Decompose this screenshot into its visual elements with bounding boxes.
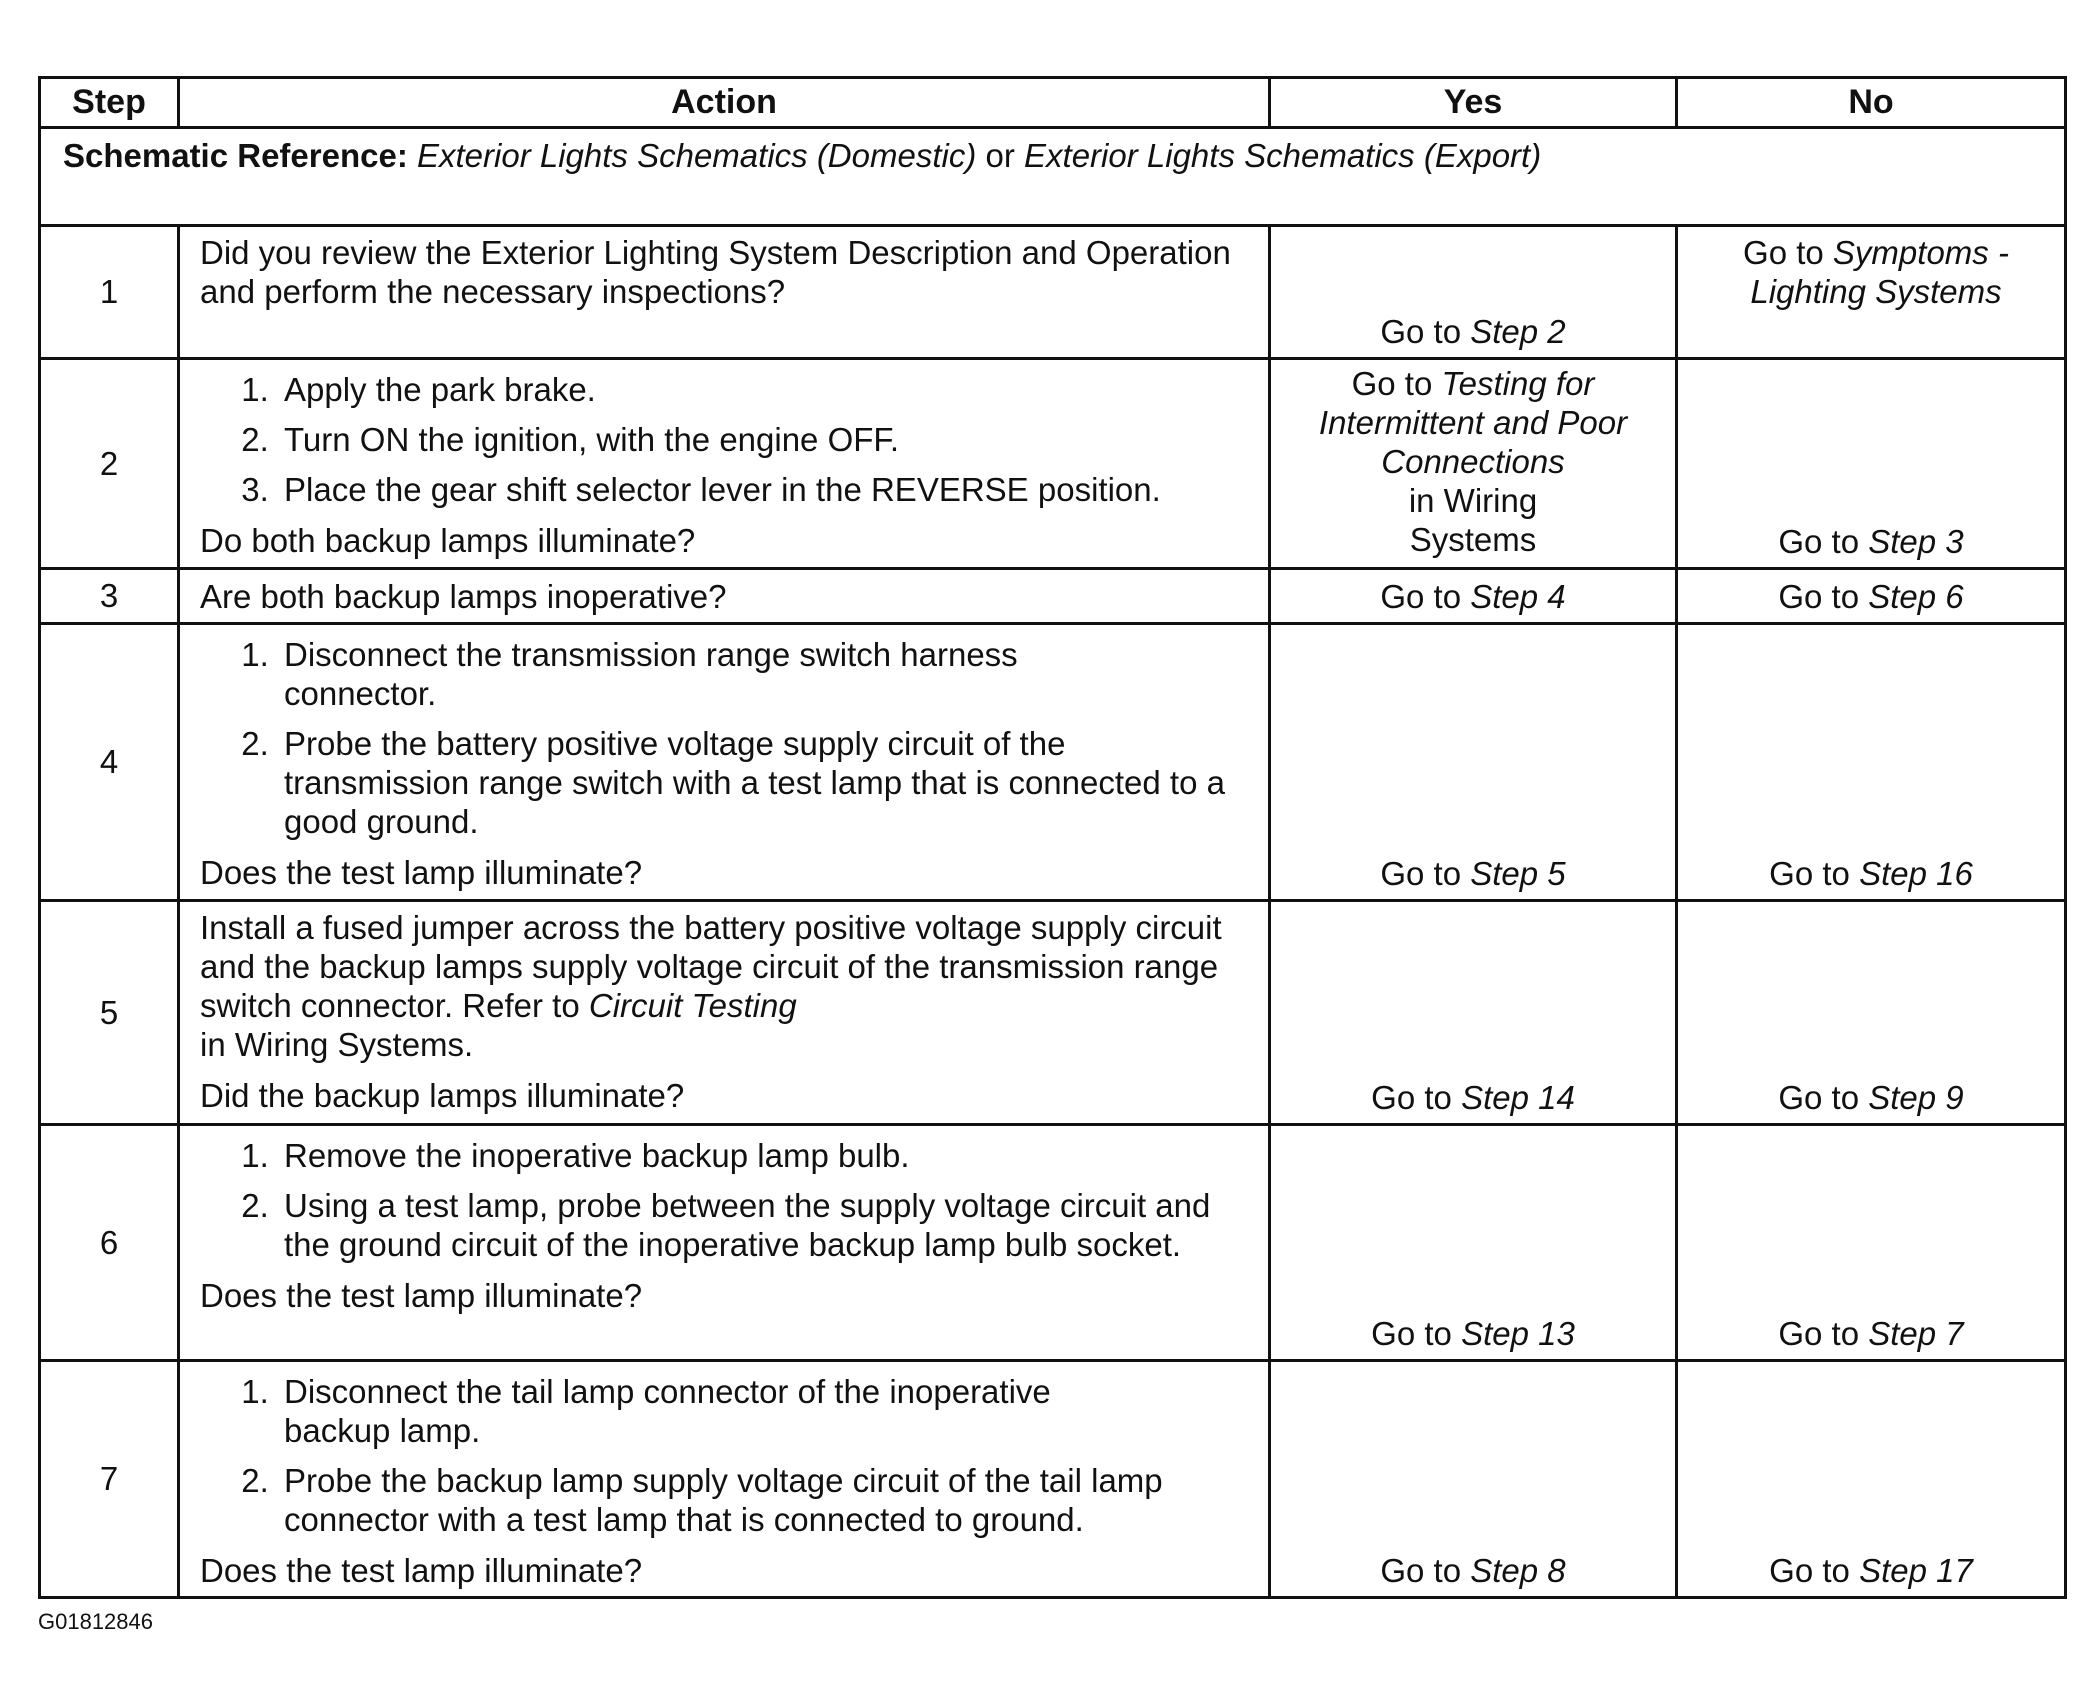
no-prefix: Go to bbox=[1778, 1315, 1860, 1352]
yes-cell bbox=[1270, 569, 1677, 624]
schematic-label: Schematic Reference: bbox=[63, 137, 408, 174]
list-item: 3. Place the gear shift selector lever in the REVERSE position. bbox=[278, 470, 1248, 509]
action-list bbox=[200, 635, 1248, 841]
no-result bbox=[1678, 522, 2064, 561]
yes-prefix: Go to bbox=[1380, 1552, 1462, 1589]
no-cell bbox=[1677, 1125, 2066, 1361]
action-question: Does the test lamp illuminate? bbox=[200, 1552, 643, 1589]
schematic-row bbox=[40, 128, 2066, 226]
action-question: Are both backup lamps inoperative? bbox=[200, 577, 727, 615]
header-row bbox=[40, 78, 2066, 128]
yes-link[interactable]: Step 14 bbox=[1461, 1079, 1575, 1116]
action-list bbox=[200, 1372, 1248, 1539]
yes-result bbox=[1271, 854, 1675, 893]
action-list bbox=[200, 1136, 1248, 1264]
yes-cell bbox=[1270, 359, 1677, 569]
yes-result bbox=[1271, 360, 1675, 559]
schematic-link-domestic[interactable]: Exterior Lights Schematics (Domestic) bbox=[417, 137, 977, 174]
no-result bbox=[1678, 227, 2064, 311]
no-prefix: Go to bbox=[1778, 577, 1860, 615]
no-prefix: Go to bbox=[1778, 523, 1860, 560]
yes-prefix: Go to bbox=[1380, 855, 1462, 892]
yes-link[interactable]: Testing for Intermittent and Poor Connections bbox=[1318, 365, 1628, 480]
yes-result bbox=[1271, 1314, 1675, 1353]
yes-cell bbox=[1270, 1125, 1677, 1361]
action-link[interactable]: Circuit Testing bbox=[588, 987, 797, 1024]
action-text-post: in Wiring Systems. bbox=[200, 1026, 474, 1063]
list-item: 2. Using a test lamp, probe between the supply voltage circuit and the ground circuit of the inoperative backup lamp bulb socket. bbox=[278, 1186, 1248, 1264]
yes-link[interactable]: Step 2 bbox=[1470, 313, 1566, 350]
step-number: 1 bbox=[40, 226, 179, 359]
list-item: 1. Remove the inoperative backup lamp bulb. bbox=[278, 1136, 1248, 1175]
action-text bbox=[200, 908, 1248, 1064]
table-row bbox=[40, 1361, 2066, 1598]
list-item: 1. Disconnect the transmission range switch harness connector. bbox=[278, 635, 1248, 713]
no-link[interactable]: Step 7 bbox=[1868, 1315, 1964, 1352]
action-cell bbox=[179, 569, 1270, 624]
no-link[interactable]: Step 16 bbox=[1859, 855, 1973, 892]
action-cell bbox=[179, 226, 1270, 359]
action-cell bbox=[179, 1125, 1270, 1361]
no-prefix: Go to bbox=[1769, 1552, 1850, 1589]
no-cell bbox=[1677, 359, 2066, 569]
no-link[interactable]: Step 6 bbox=[1868, 577, 1964, 615]
no-link[interactable]: Step 3 bbox=[1868, 523, 1964, 560]
yes-result bbox=[1271, 1078, 1675, 1117]
action-text-pre: Install a fused jumper across the battery positive voltage supply circuit and the backup lamps supply voltage circuit of the transmission range switch connector. Refer to bbox=[200, 909, 1222, 1024]
no-link[interactable]: Step 17 bbox=[1859, 1552, 1973, 1589]
action-question: Do both backup lamps illuminate? bbox=[200, 522, 696, 559]
step-number: 5 bbox=[40, 901, 179, 1125]
step-number: 4 bbox=[40, 624, 179, 901]
list-item: 1. Disconnect the tail lamp connector of the inoperative backup lamp. bbox=[278, 1372, 1248, 1450]
no-result bbox=[1678, 1551, 2064, 1590]
yes-suffix: in Wiring Systems bbox=[1408, 482, 1538, 558]
yes-prefix: Go to bbox=[1380, 577, 1462, 615]
action-cell bbox=[179, 901, 1270, 1125]
yes-link[interactable]: Step 4 bbox=[1470, 577, 1566, 615]
action-text: Did you review the Exterior Lighting System Description and Operation and perform the necessary inspections? bbox=[200, 234, 1231, 310]
list-item: 2. Turn ON the ignition, with the engine OFF. bbox=[278, 420, 1248, 459]
no-result bbox=[1678, 1314, 2064, 1353]
no-result bbox=[1678, 1078, 2064, 1117]
step-number: 3 bbox=[40, 569, 179, 624]
yes-link[interactable]: Step 8 bbox=[1470, 1552, 1566, 1589]
yes-result bbox=[1271, 312, 1675, 351]
action-cell bbox=[179, 1361, 1270, 1598]
schematic-reference bbox=[40, 128, 2066, 226]
no-link[interactable]: Step 9 bbox=[1868, 1079, 1964, 1116]
diagnostic-table bbox=[38, 76, 2067, 1599]
table-row bbox=[40, 359, 2066, 569]
table-row bbox=[40, 1125, 2066, 1361]
list-item: 2. Probe the backup lamp supply voltage circuit of the tail lamp connector with a test lamp that is connected to ground. bbox=[278, 1461, 1248, 1539]
step-number: 6 bbox=[40, 1125, 179, 1361]
action-question: Does the test lamp illuminate? bbox=[200, 854, 643, 891]
yes-cell bbox=[1270, 624, 1677, 901]
header-step: Step bbox=[40, 78, 179, 128]
yes-link[interactable]: Step 13 bbox=[1461, 1315, 1575, 1352]
yes-result bbox=[1271, 1551, 1675, 1590]
yes-cell bbox=[1270, 226, 1677, 359]
action-question: Does the test lamp illuminate? bbox=[200, 1277, 643, 1314]
table-row bbox=[40, 226, 2066, 359]
yes-cell bbox=[1270, 1361, 1677, 1598]
list-item: 2. Probe the battery positive voltage supply circuit of the transmission range switch with a test lamp that is connected to a good ground. bbox=[278, 724, 1248, 841]
no-link[interactable]: Symptoms - Lighting Systems bbox=[1750, 234, 2009, 310]
header-no: No bbox=[1677, 78, 2066, 128]
yes-prefix: Go to bbox=[1371, 1079, 1452, 1116]
list-item: 1. Apply the park brake. bbox=[278, 370, 1248, 409]
figure-id: G01812846 bbox=[38, 1609, 153, 1634]
action-question: Did the backup lamps illuminate? bbox=[200, 1077, 685, 1114]
step-number: 7 bbox=[40, 1361, 179, 1598]
action-cell bbox=[179, 359, 1270, 569]
no-cell bbox=[1677, 226, 2066, 359]
no-cell bbox=[1677, 624, 2066, 901]
header-action: Action bbox=[179, 78, 1270, 128]
yes-link[interactable]: Step 5 bbox=[1470, 855, 1566, 892]
step-number: 2 bbox=[40, 359, 179, 569]
table-row bbox=[40, 569, 2066, 624]
no-cell bbox=[1677, 1361, 2066, 1598]
yes-prefix: Go to bbox=[1380, 313, 1462, 350]
yes-prefix: Go to bbox=[1371, 1315, 1452, 1352]
schematic-link-export[interactable]: Exterior Lights Schematics (Export) bbox=[1024, 137, 1542, 174]
no-cell bbox=[1677, 901, 2066, 1125]
schematic-or: or bbox=[985, 137, 1015, 174]
no-prefix: Go to bbox=[1743, 234, 1824, 271]
no-cell bbox=[1677, 569, 2066, 624]
yes-cell bbox=[1270, 901, 1677, 1125]
action-cell bbox=[179, 624, 1270, 901]
table-row bbox=[40, 624, 2066, 901]
action-list bbox=[200, 370, 1248, 509]
table-row bbox=[40, 901, 2066, 1125]
no-result bbox=[1678, 854, 2064, 893]
header-yes: Yes bbox=[1270, 78, 1677, 128]
no-prefix: Go to bbox=[1769, 855, 1850, 892]
yes-prefix: Go to bbox=[1351, 365, 1433, 402]
no-prefix: Go to bbox=[1778, 1079, 1860, 1116]
